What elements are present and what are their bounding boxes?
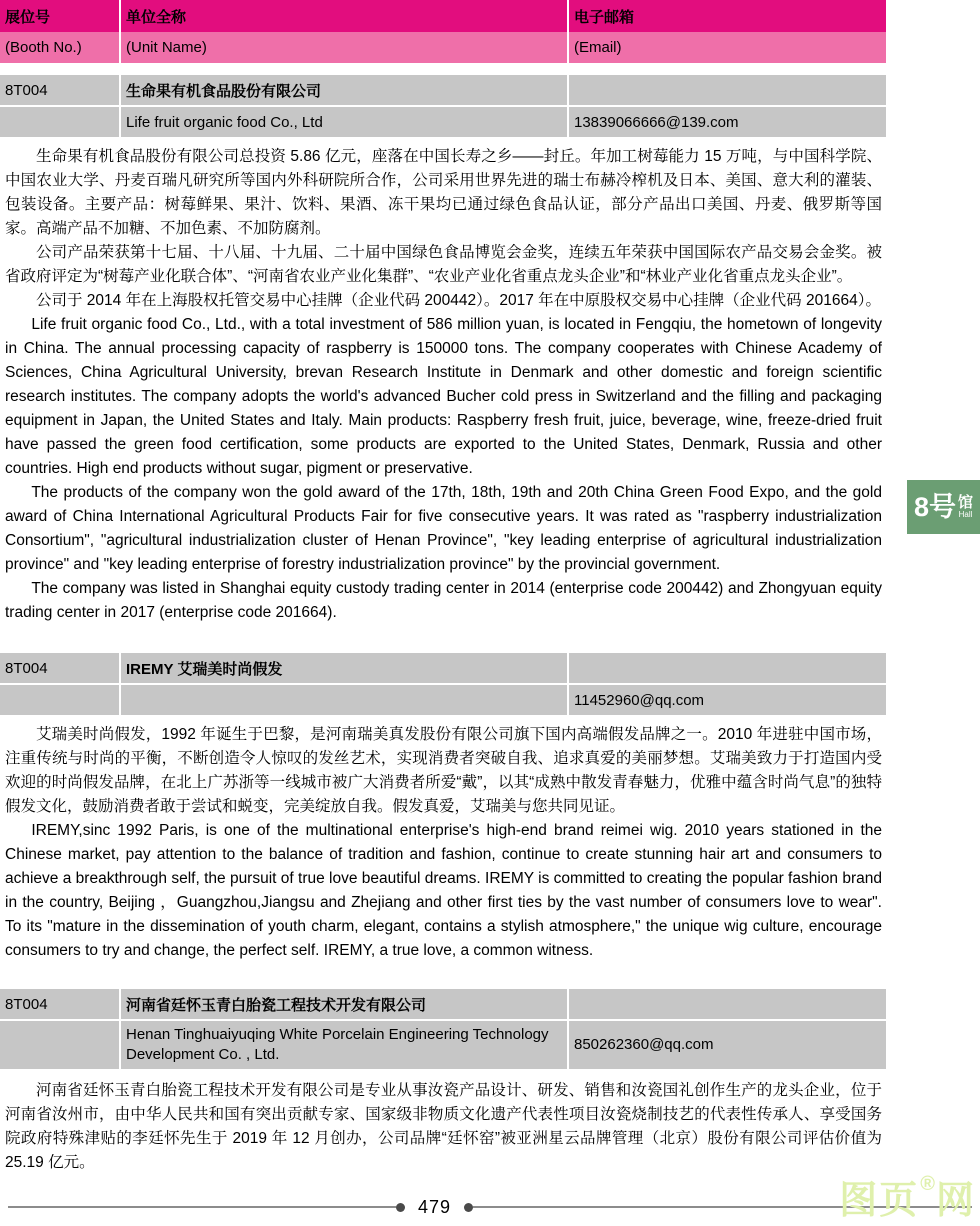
table-row <box>0 75 886 105</box>
company-name-en: Life fruit organic food Co., Ltd <box>121 107 567 137</box>
header-email-cn: 电子邮箱 <box>569 0 886 32</box>
paragraph-cn: 公司于 2014 年在上海股权托管交易中心挂牌（企业代码 200442）。2017 年在中原股权交易中心挂牌（企业代码 201664）。 <box>36 292 881 309</box>
paragraph-en: IREMY,sinc 1992 Paris, is one of the multinational enterprise's high-end brand reimei wig. 2010 years stationed in the Chinese market, pay attention to the balance of tradition and fashion, continue to create stunning hair art and consumers to achieve a breakthrough self, the pursuit of true love beautiful dreams. IREMY is committed to creating the popular fashion brand in the country, Beijing ，Guangzhou,Jiangsu and Zhejiang and other first ties by the vast number of consumers love to wear". To its "mature in the dissemination of youth charm, elegant, contains a stylish atmosphere," the unique wig culture, encourage consumers to try and change, the perfect self. IREMY, a true love, a common witness. <box>5 822 882 959</box>
table-row <box>0 989 886 1019</box>
header-unit-en: (Unit Name) <box>121 32 567 63</box>
email-cell: 13839066666@139.com <box>569 107 886 137</box>
header-booth-cn: 展位号 <box>0 0 119 32</box>
paragraph-cn: 艾瑞美时尚假发，1992 年诞生于巴黎，是河南瑞美真发股份有限公司旗下国内高端假发品牌之一。2010 年进驻中国市场，注重传统与时尚的平衡，不断创造令人惊叹的发丝艺术，实现消费者突破自我、追求真爱的美丽梦想。艾瑞美致力于打造国内受欢迎的时尚假发品牌，在北上广苏浙等一线城市被广大消费者所爱“戴”，以其“成熟中散发青春魅力，优雅中蕴含时尚气息”的独特假发文化，鼓励消费者敢于尝试和蜕变，完美绽放自我。假发真爱，艾瑞美与您共同见证。 <box>5 726 882 815</box>
header-booth-en: (Booth No.) <box>0 32 119 63</box>
hall-cn-label: 馆 <box>958 494 974 511</box>
page-number: 479 <box>418 1196 452 1217</box>
company-name-cn: 生命果有机食品股份有限公司 <box>121 75 567 105</box>
company-name-en: Henan Tinghuaiyuqing White Porcelain Engineering Technology Development Co. , Ltd. <box>121 1021 567 1069</box>
email-cell-empty <box>569 653 886 683</box>
page-footer <box>8 1198 972 1216</box>
paragraph-cn: 生命果有机食品股份有限公司总投资 5.86 亿元，座落在中国长寿之乡——封丘。年加工树莓能力 15 万吨，与中国科学院、中国农业大学、丹麦百瑞凡研究所等国内外科研院所合作，公司采用世界先进的瑞士布赫冷榨机及日本、美国、意大利的灌装、包装设备。主要产品：树莓鲜果、果汁、饮料、果酒、冻干果均已通过绿色食品认证，部分产品出口美国、丹麦、俄罗斯等国家。高端产品不加糖、不加色素、不加防腐剂。 <box>5 148 882 237</box>
table-header-row-en <box>0 32 886 63</box>
header-email-en: (Email) <box>569 32 886 63</box>
company-entry-1 <box>0 75 980 625</box>
email-cell: 850262360@qq.com <box>569 1021 886 1069</box>
paragraph-en: Life fruit organic food Co., Ltd., with a total investment of 586 million yuan, is located in Fengqiu, the hometown of longevity in China. The annual processing capacity of raspberry is 150000 tons. The company cooperates with Chinese Academy of Sciences, China Agricultural University, brevan Research Institute in Denmark and other domestic and foreign scientific research institutes. The company adopts the world's advanced Bucher cold press in Switzerland and the filling and packaging equipment in Japan, the United States and Italy. Main products: Raspberry fresh fruit, juice, beverage, wine, freeze-dried fruit have passed the green food certification, some products are exported to the United States, Denmark, Russia and other countries. High end products without sugar, pigment or preservative. <box>5 316 882 477</box>
booth-cell: 8T004 <box>0 653 119 683</box>
email-cell-empty <box>569 989 886 1019</box>
header-unit-cn: 单位全称 <box>121 0 567 32</box>
table-header-row-cn <box>0 0 886 32</box>
paragraph-cn: 河南省廷怀玉青白胎瓷工程技术开发有限公司是专业从事汝瓷产品设计、研发、销售和汝瓷国礼创作生产的龙头企业，位于河南省汝州市，由中华人民共和国有突出贡献专家、国家级非物质文化遗产代表性项目汝瓷烧制技艺的代表性传承人、享受国务院政府特殊津贴的李廷怀先生于 2019 年 12 月创办，公司品牌“廷怀窑”被亚洲星云品牌管理（北京）股份有限公司评估价值为 25.19 亿元。 <box>5 1082 882 1171</box>
watermark-text-right: 网 <box>935 1180 976 1222</box>
table-row <box>0 653 886 683</box>
footer-rule-left <box>8 1206 396 1208</box>
booth-cell: 8T004 <box>0 989 119 1019</box>
email-cell: 11452960@qq.com <box>569 685 886 715</box>
table-row <box>0 107 886 137</box>
paragraph-en: The products of the company won the gold award of the 17th, 18th, 19th and 20th China Green Food Expo, and the gold award of China International Agricultural Products Fair for five consecutive years. It was rated as "raspberry industrialization Consortium", "agricultural industrialization cluster of Henan Province", "key leading enterprise of agricultural industrialization province" and "key leading enterprise of forestry industrialization province" by the provincial government. <box>5 484 882 573</box>
email-cell-empty <box>569 75 886 105</box>
registered-trademark-icon: ® <box>920 1173 935 1195</box>
company-name-cn: 河南省廷怀玉青白胎瓷工程技术开发有限公司 <box>121 989 567 1019</box>
booth-cell-empty <box>0 685 119 715</box>
hall-en-label: Hall <box>958 510 973 519</box>
entry-3-description <box>5 1079 882 1175</box>
footer-dot-right <box>464 1203 473 1212</box>
table-row <box>0 685 886 715</box>
booth-cell-empty <box>0 107 119 137</box>
company-name-en-empty <box>121 685 567 715</box>
entry-2-description <box>5 723 882 963</box>
watermark-logo <box>839 1173 976 1222</box>
company-entry-3 <box>0 989 980 1175</box>
booth-cell-empty <box>0 1021 119 1069</box>
table-row <box>0 1021 886 1069</box>
company-name-cn: IREMY 艾瑞美时尚假发 <box>121 653 567 683</box>
entry-3-table <box>0 989 980 1069</box>
company-entry-2 <box>0 653 980 963</box>
watermark-text-left: 图页 <box>839 1180 920 1222</box>
paragraph-cn: 公司产品荣获第十七届、十八届、十九届、二十届中国绿色食品博览会金奖，连续五年荣获中国国际农产品交易会金奖。被省政府评定为“树莓产业化联合体”、“河南省农业产业化集群”、“农业产业化省重点龙头企业”和“林业产业化省重点龙头企业”。 <box>5 244 882 285</box>
hall-sub-label <box>958 495 973 519</box>
footer-dot-left <box>396 1203 405 1212</box>
hall-number-label: 8号 <box>913 491 956 522</box>
booth-cell: 8T004 <box>0 75 119 105</box>
entry-2-table <box>0 653 980 715</box>
paragraph-en: The company was listed in Shanghai equity custody trading center in 2014 (enterprise code 200442) and Zhongyuan equity trading center in 2017 (enterprise code 201664). <box>5 580 882 621</box>
entry-1-table <box>0 75 980 137</box>
entry-1-description <box>5 145 882 625</box>
hall-8-edge-tab <box>907 480 980 534</box>
